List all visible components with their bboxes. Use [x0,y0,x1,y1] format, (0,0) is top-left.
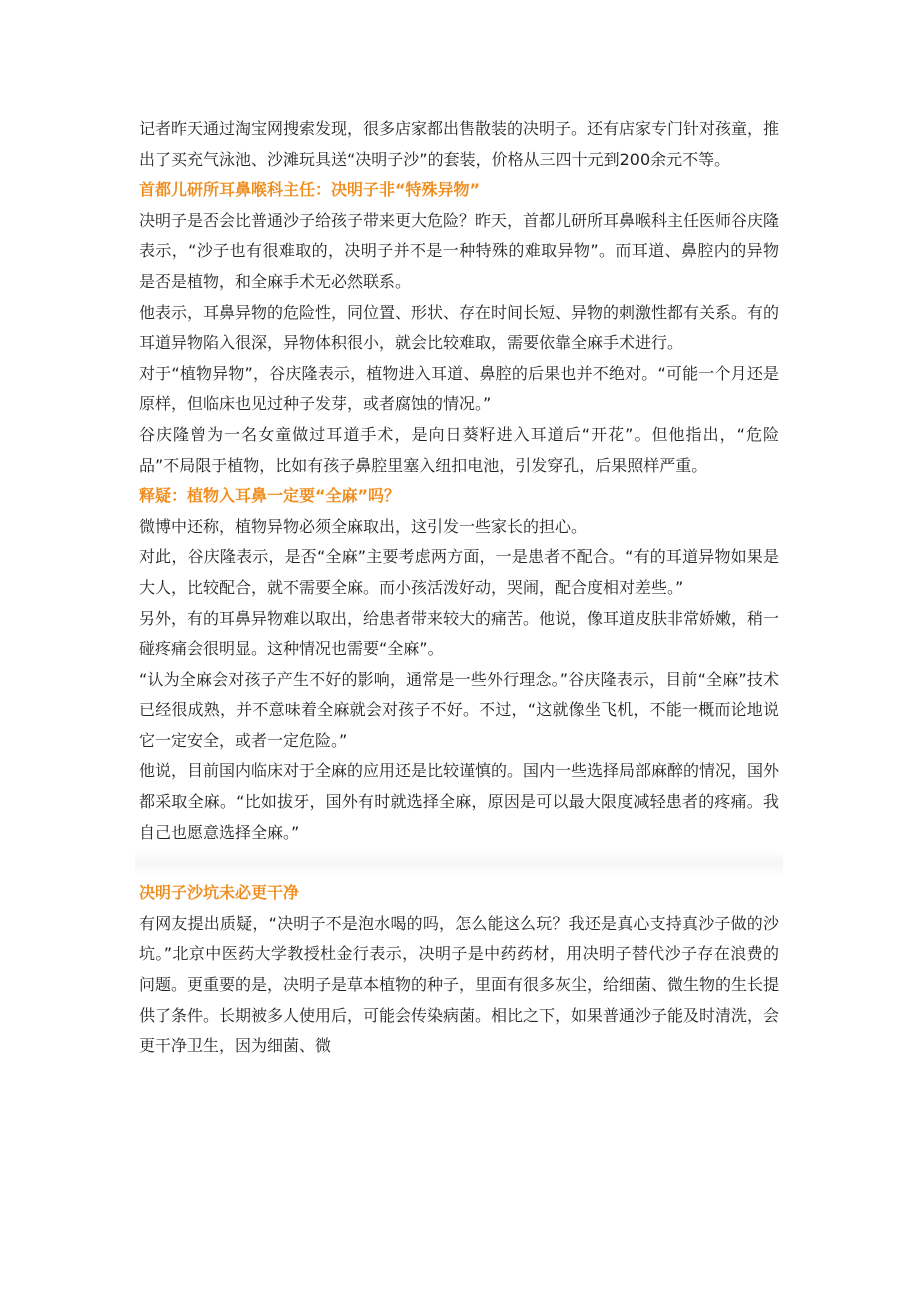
paragraph: “认为全麻会对孩子产生不好的影响，通常是一些外行理念。”谷庆隆表示，目前“全麻”技术已经很成熟，并不意味着全麻就会对孩子不好。不过，“这就像坐飞机，不能一概而论地说它一定安全，或者一定危险。” [139,669,779,750]
paragraph: 另外，有的耳鼻异物难以取出，给患者带来较大的痛苦。他说，像耳道皮肤非常娇嫩，稍一碰疼痛会很明显。这种情况也需要“全麻”。 [139,608,780,659]
paragraph: 有网友提出质疑，“决明子不是泡水喝的吗，怎么能这么玩？我还是真心支持真沙子做的沙坑。”北京中医药大学教授杜金行表示，决明子是中药药材，用决明子替代沙子存在浪费的问题。更重要的是，决明子是草本植物的种子，里面有很多灰尘，给细菌、微生物的生长提供了条件。长期被多人使用后，可能会传染病菌。相比之下，如果普通沙子能及时清洗，会更干净卫生，因为细菌、微 [139,913,780,1056]
section-heading: 决明子沙坑未必更干净 [139,883,300,903]
paragraph: 微博中还称，植物异物必须全麻取出，这引发一些家长的担心。 [139,516,588,536]
section-divider [135,850,783,876]
article-body [139,114,779,1062]
paragraph: 他表示，耳鼻异物的危险性，同位置、形状、存在时间长短、异物的刺激性都有关系。有的耳道异物陷入很深，异物体积很小，就会比较难取，需要依靠全麻手术进行。 [139,302,780,353]
paragraph: 对此，谷庆隆表示，是否“全麻”主要考虑两方面，一是患者不配合。“有的耳道异物如果是大人，比较配合，就不需要全麻。而小孩活泼好动，哭闹，配合度相对差些。” [139,547,779,597]
paragraph: 他说，目前国内临床对于全麻的应用还是比较谨慎的。国内一些选择局部麻醉的情况，国外都采取全麻。“比如拔牙，国外有时就选择全麻，原因是可以最大限度减轻患者的疼痛。我自己也愿意选择全麻。” [139,761,780,842]
paragraph: 记者昨天通过淘宝网搜索发现，很多店家都出售散装的决明子。还有店家专门针对孩童，推出了买充气泳池、沙滩玩具送“决明子沙”的套装，价格从三四十元到200余元不等。 [139,119,780,169]
section-heading: 首都儿研所耳鼻喉科主任：决明子非“特殊异物” [139,180,481,200]
paragraph: 对于“植物异物”，谷庆隆表示，植物进入耳道、鼻腔的后果也并不绝对。“可能一个月还是原样，但临床也见过种子发芽，或者腐蚀的情况。” [139,363,779,414]
paragraph: 谷庆隆曾为一名女童做过耳道手术，是向日葵籽进入耳道后“开花”。但他指出，“危险品”不局限于植物，比如有孩子鼻腔里塞入纽扣电池，引发穿孔，后果照样严重。 [139,424,779,475]
paragraph: 决明子是否会比普通沙子给孩子带来更大危险？昨天，首都儿研所耳鼻喉科主任医师谷庆隆表示，“沙子也有很难取的，决明子并不是一种特殊的难取异物”。而耳道、鼻腔内的异物是否是植物，和全麻手术无必然联系。 [139,210,780,291]
section-heading: 释疑：植物入耳鼻一定要“全麻”吗？ [139,486,401,506]
